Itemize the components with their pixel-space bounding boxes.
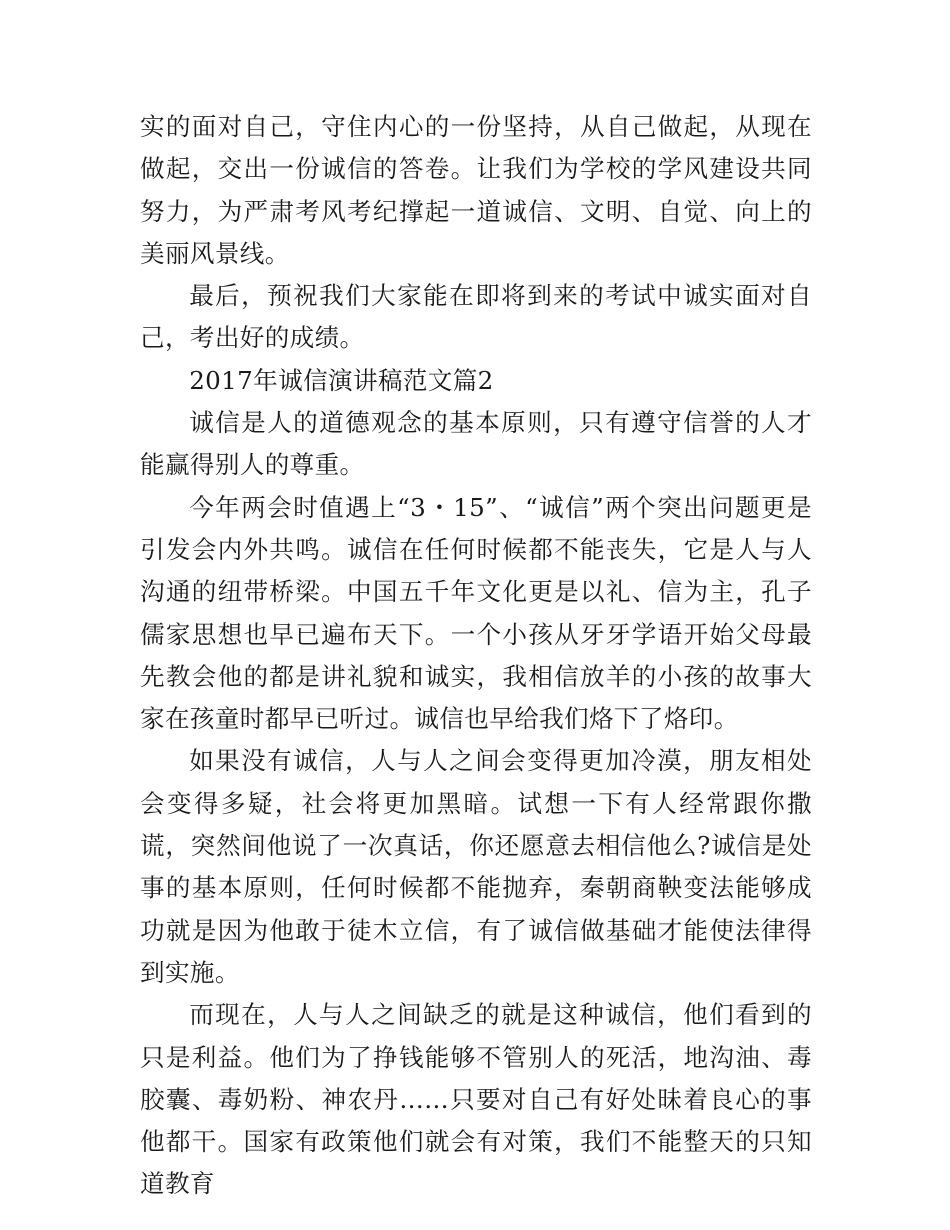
paragraph-continuation: 实的面对自己，守住内心的一份坚持，从自己做起，从现在做起，交出一份诚信的答卷。让我们为学校的学风建设共同努力，为严肃考风考纪撑起一道诚信、文明、自觉、向上的美丽风景线。 [140, 112, 812, 268]
paragraph-without-integrity: 如果没有诚信，人与人之间会变得更加冷漠，朋友相处会变得多疑，社会将更加黑暗。试想一下有人经常跟你撒谎，突然间他说了一次真话，你还愿意去相信他么?诚信是处事的基本原则，任何时候都不能抛弃，秦朝商鞅变法能够成功就是因为他敢于徒木立信，有了诚信做基础才能使法律得到实施。 [140, 746, 812, 987]
paragraph-closing-wish: 最后，预祝我们大家能在即将到来的考试中诚实面对自己，考出好的成绩。 [140, 281, 812, 353]
paragraph-two-sessions: 今年两会时值遇上“3・15”、“诚信”两个突出问题更是引发会内外共鸣。诚信在任何时候都不能丧失，它是人与人沟通的纽带桥梁。中国五千年文化更是以礼、信为主，孔子儒家思想也早已遍布天下。一个小孩从牙牙学语开始父母最先教会他的都是讲礼貌和诚实，我相信放羊的小孩的故事大家在孩童时都早已听过。诚信也早给我们烙下了烙印。 [140, 492, 812, 734]
document-body [140, 106, 812, 1206]
section-heading: 2017年诚信演讲稿范文篇2 [189, 365, 494, 395]
paragraph-current-situation: 而现在，人与人之间缺乏的就是这种诚信，他们看到的只是利益。他们为了挣钱能够不管别人的死活，地沟油、毒胶囊、毒奶粉、神农丹……只要对自己有好处昧着良心的事他都干。国家有政策他们就会有对策，我们不能整天的只知道教育 [140, 1000, 812, 1199]
paragraph-intro: 诚信是人的道德观念的基本原则，只有遵守信誉的人才能赢得别人的尊重。 [140, 408, 812, 480]
